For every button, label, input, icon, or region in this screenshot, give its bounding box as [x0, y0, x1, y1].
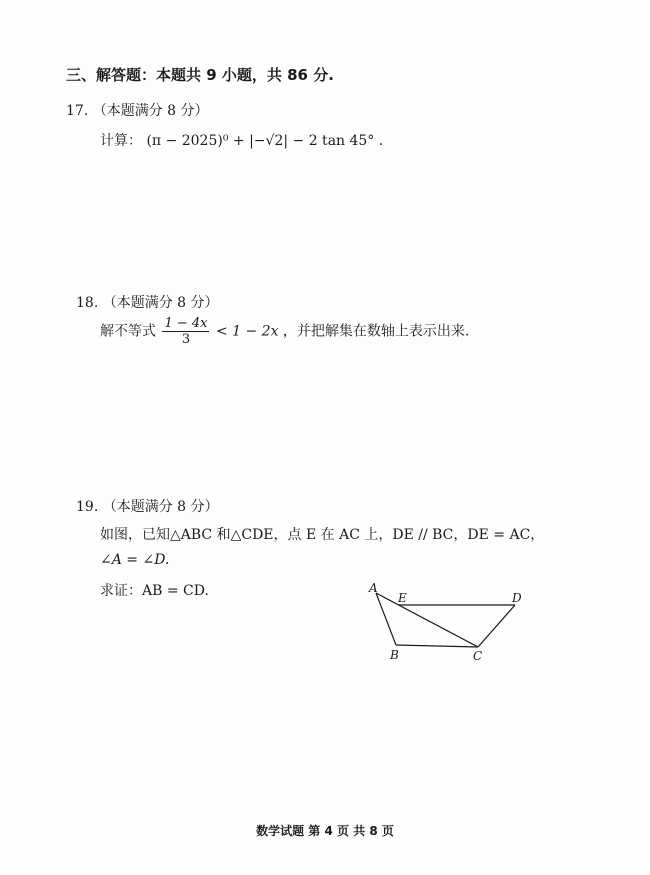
label-b: B [390, 648, 399, 662]
page-footer: 数学试题 第 4 页 共 8 页 [256, 824, 394, 838]
q19-number: 19. [76, 499, 99, 515]
q17-heading [66, 100, 209, 120]
segment-dc [478, 605, 515, 647]
q18-fraction-denominator: 3 [181, 332, 191, 347]
segment-ab [376, 593, 396, 645]
segment-ac [376, 593, 478, 647]
segment-bc [396, 645, 478, 647]
q18-number: 18. [76, 295, 99, 311]
q19-geometry-figure [360, 580, 540, 665]
q19-heading [76, 496, 219, 516]
q18-rhs: < 1 − 2x [215, 323, 279, 340]
q18-body [100, 316, 469, 347]
q17-prompt: 计算： [100, 133, 142, 149]
label-a: A [369, 581, 378, 595]
q17-number: 17. [66, 103, 89, 119]
label-e: E [398, 591, 407, 605]
q17-score: （本题满分 8 分） [92, 103, 209, 119]
q18-score: （本题满分 8 分） [102, 295, 219, 311]
label-d: D [512, 591, 522, 605]
q17-expression: (π − 2025)⁰ + |−√2| − 2 tan 45° [146, 133, 375, 149]
q18-prompt: 解不等式 [100, 323, 156, 340]
q18-fraction [162, 316, 209, 347]
q19-line2: ∠A = ∠D. [100, 552, 170, 568]
section-title: 三、解答题：本题共 9 小题，共 86 分. [66, 66, 334, 84]
q18-tail: ，并把解集在数轴上表示出来. [282, 323, 470, 340]
q18-heading [76, 292, 219, 312]
q19-score: （本题满分 8 分） [102, 499, 219, 515]
q17-body [100, 130, 383, 150]
q18-fraction-numerator: 1 − 4x [164, 316, 208, 331]
label-c: C [473, 649, 483, 663]
q19-prove: 求证：AB = CD. [100, 583, 209, 599]
q17-end: . [378, 133, 384, 149]
q19-line1: 如图，已知△ABC 和△CDE，点 E 在 AC 上，DE // BC，DE = AC， [100, 527, 545, 543]
